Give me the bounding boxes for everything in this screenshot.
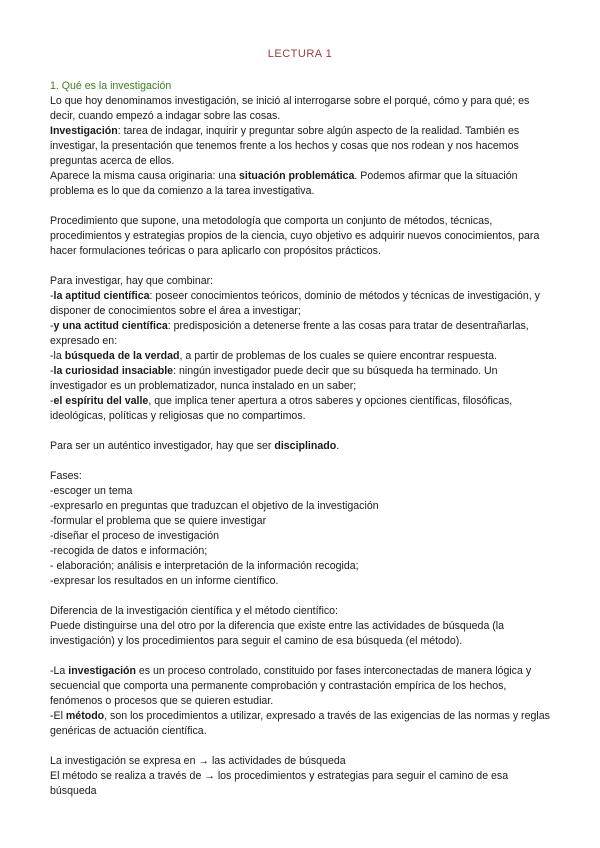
list-item: -diseñar el proceso de investigación	[50, 530, 220, 542]
paragraph-cause: Aparece la misma causa originaria: una situación problemática. Podemos afirmar que la situación problema es lo que da comienzo a la tarea investigativa.	[50, 170, 518, 197]
paragraph-investigacion: -La investigación es un proceso controlado, constituido por fases interconectadas de manera lógica y secuencial que comporta una permanente comprobación y contrastación empírica de los hechos, fenómenos o procesos que se quieren estudiar.	[50, 665, 532, 707]
fases-title: Fases:	[50, 470, 82, 482]
term-situacion-problematica: situación problemática	[239, 170, 355, 182]
paragraph-definition: Investigación: tarea de indagar, inquirir y preguntar sobre algún aspecto de la realidad. También es investigar, la presentación que tenemos frente a los hechos y cosas que nos rodean y nos hacemos preguntas acerca de ellos.	[50, 125, 520, 167]
paragraph-intro: Lo que hoy denominamos investigación, se inició al interrogarse sobre el porqué, cómo y para qué; es decir, cuando empezó a indagar sobre las cosas.	[50, 95, 530, 122]
summary-line-2: El método se realiza a través de → los procedimientos y estrategias para seguir el camino de esa búsqueda	[50, 770, 509, 797]
list-item-verdad: -la búsqueda de la verdad, a partir de problemas de los cuales se quiere encontrar respuesta.	[50, 350, 497, 362]
list-item: -formular el problema que se quiere investigar	[50, 515, 267, 527]
diferencia-text: Puede distinguirse una del otro por la diferencia que existe entre las actividades de búsqueda (la investigación) y los procedimientos para seguir el camino de esa búsqueda (el método).	[50, 620, 505, 647]
section-heading: 1. Qué es la investigación	[50, 80, 172, 92]
list-item-actitud: -y una actitud científica: predisposición a detenerse frente a las cosas para tratar de desentrañarlas, expresado en:	[50, 320, 529, 347]
list-item: - elaboración; análisis e interpretación de la información recogida;	[50, 560, 359, 572]
list-item-curiosidad: -la curiosidad insaciable: ningún investigador puede decir que su búsqueda ha terminado. Un investigador es un problematizador, nunca instalado en un saber;	[50, 365, 498, 392]
list-item-espiritu: -el espíritu del valle, que implica tener apertura a otros saberes y opciones científicas, filosóficas, ideológicas, políticas y religiosas que no compartimos.	[50, 395, 513, 422]
page-title: LECTURA 1	[267, 48, 333, 60]
paragraph-combine: Para investigar, hay que combinar:	[50, 275, 214, 287]
summary-line-1: La investigación se expresa en → las actividades de búsqueda	[50, 755, 346, 767]
document-body	[50, 79, 555, 799]
paragraph-metodo: -El método, son los procedimientos a utilizar, expresado a través de las exigencias de las normas y reglas genéricas de actuación científica.	[50, 710, 550, 737]
list-item: -expresarlo en preguntas que traduzcan el objetivo de la investigación	[50, 500, 379, 512]
list-item: -expresar los resultados en un informe científico.	[50, 575, 279, 587]
paragraph-disciplinado: Para ser un auténtico investigador, hay que ser disciplinado.	[50, 440, 340, 452]
term-investigacion: Investigación	[50, 125, 118, 137]
paragraph-procedure: Procedimiento que supone, una metodología que comporta un conjunto de métodos, técnicas, procedimientos y estrategias propios de la ciencia, cuyo objetivo es adquirir nuevos conocimientos, para hacer formulaciones teóricas o para aplicarlo con propósitos prácticos.	[50, 215, 540, 257]
list-item-aptitud: -la aptitud científica: poseer conocimientos teóricos, dominio de métodos y técnicas de investigación, y disponer de conocimientos sobre el área a investigar;	[50, 290, 540, 317]
list-item: -escoger un tema	[50, 485, 133, 497]
list-item: -recogida de datos e información;	[50, 545, 208, 557]
diferencia-title: Diferencia de la investigación científica y el método científico:	[50, 605, 338, 617]
